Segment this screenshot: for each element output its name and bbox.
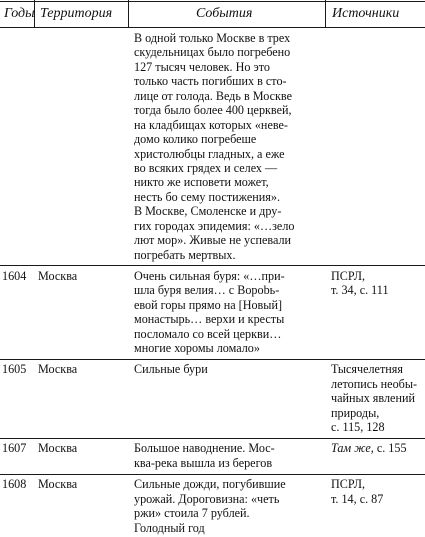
year-cell: 1605 [2,362,27,377]
header-divider-1 [34,0,35,28]
row-divider [0,438,425,439]
event-text: В одной только Москве в трех скудельницах было погребено 127 тысяч человек. Но это только часть погибших в сто- лице от голода. Ведь в Москве тогда было более 400 церквей, на кладбищах которых «неве- домо колико погребеше христолюбцы гладных, а еже во всяких грядех и селех — никто же исповети может, несть бо сему постижения». В Москве, Смоленске и дру- гих городах эпидемия: «…зело лют мор». Живые не успевали погребать мертвых. [134,31,295,262]
header-years: Годы [4,6,35,21]
event-text: Сильные бури [134,362,208,377]
row-divider [0,265,425,266]
top-rule [0,1,425,2]
table-header [0,4,425,24]
source-page: с. 155 [373,441,407,456]
territory-cell: Москва [38,477,78,492]
header-divider-2 [128,0,129,28]
header-divider-3 [325,0,326,28]
territory-cell: Москва [38,362,78,377]
row-divider [0,359,425,360]
event-text: Большое наводнение. Мос- ква-река вышла из берегов [134,441,275,470]
source-cell [331,441,425,455]
header-territory: Территория [40,6,113,21]
year-cell: 1608 [2,477,27,492]
territory-cell: Москва [38,268,78,283]
header-sources: Источники [332,6,400,21]
event-text: Сильные дожди, погубившие урожай. Дороговизна: «четь ржи» стоила 7 рублей. Голодный год [134,477,286,535]
header-bottom-rule [0,27,425,28]
row-divider [0,474,425,475]
territory-cell: Москва [38,441,78,456]
year-cell: 1604 [2,268,27,283]
source-ibid: Там же, [331,441,374,456]
source-cell: ПСРЛ, т. 14, с. 87 [331,477,384,506]
source-cell: ПСРЛ, т. 34, с. 111 [331,268,389,298]
year-cell: 1607 [2,441,27,456]
header-events: События [196,6,253,21]
source-cell: Тысячелетняя летопись необы- чайных явлений природы, с. 115, 128 [331,362,418,435]
event-text: Очень сильная буря: «…при- шла буря велия… с Ворobь- евой горы прямо на [Новый] монастырь… верхи и кресты посломало со всей церкви… многие хоромы ломало» [134,268,285,356]
